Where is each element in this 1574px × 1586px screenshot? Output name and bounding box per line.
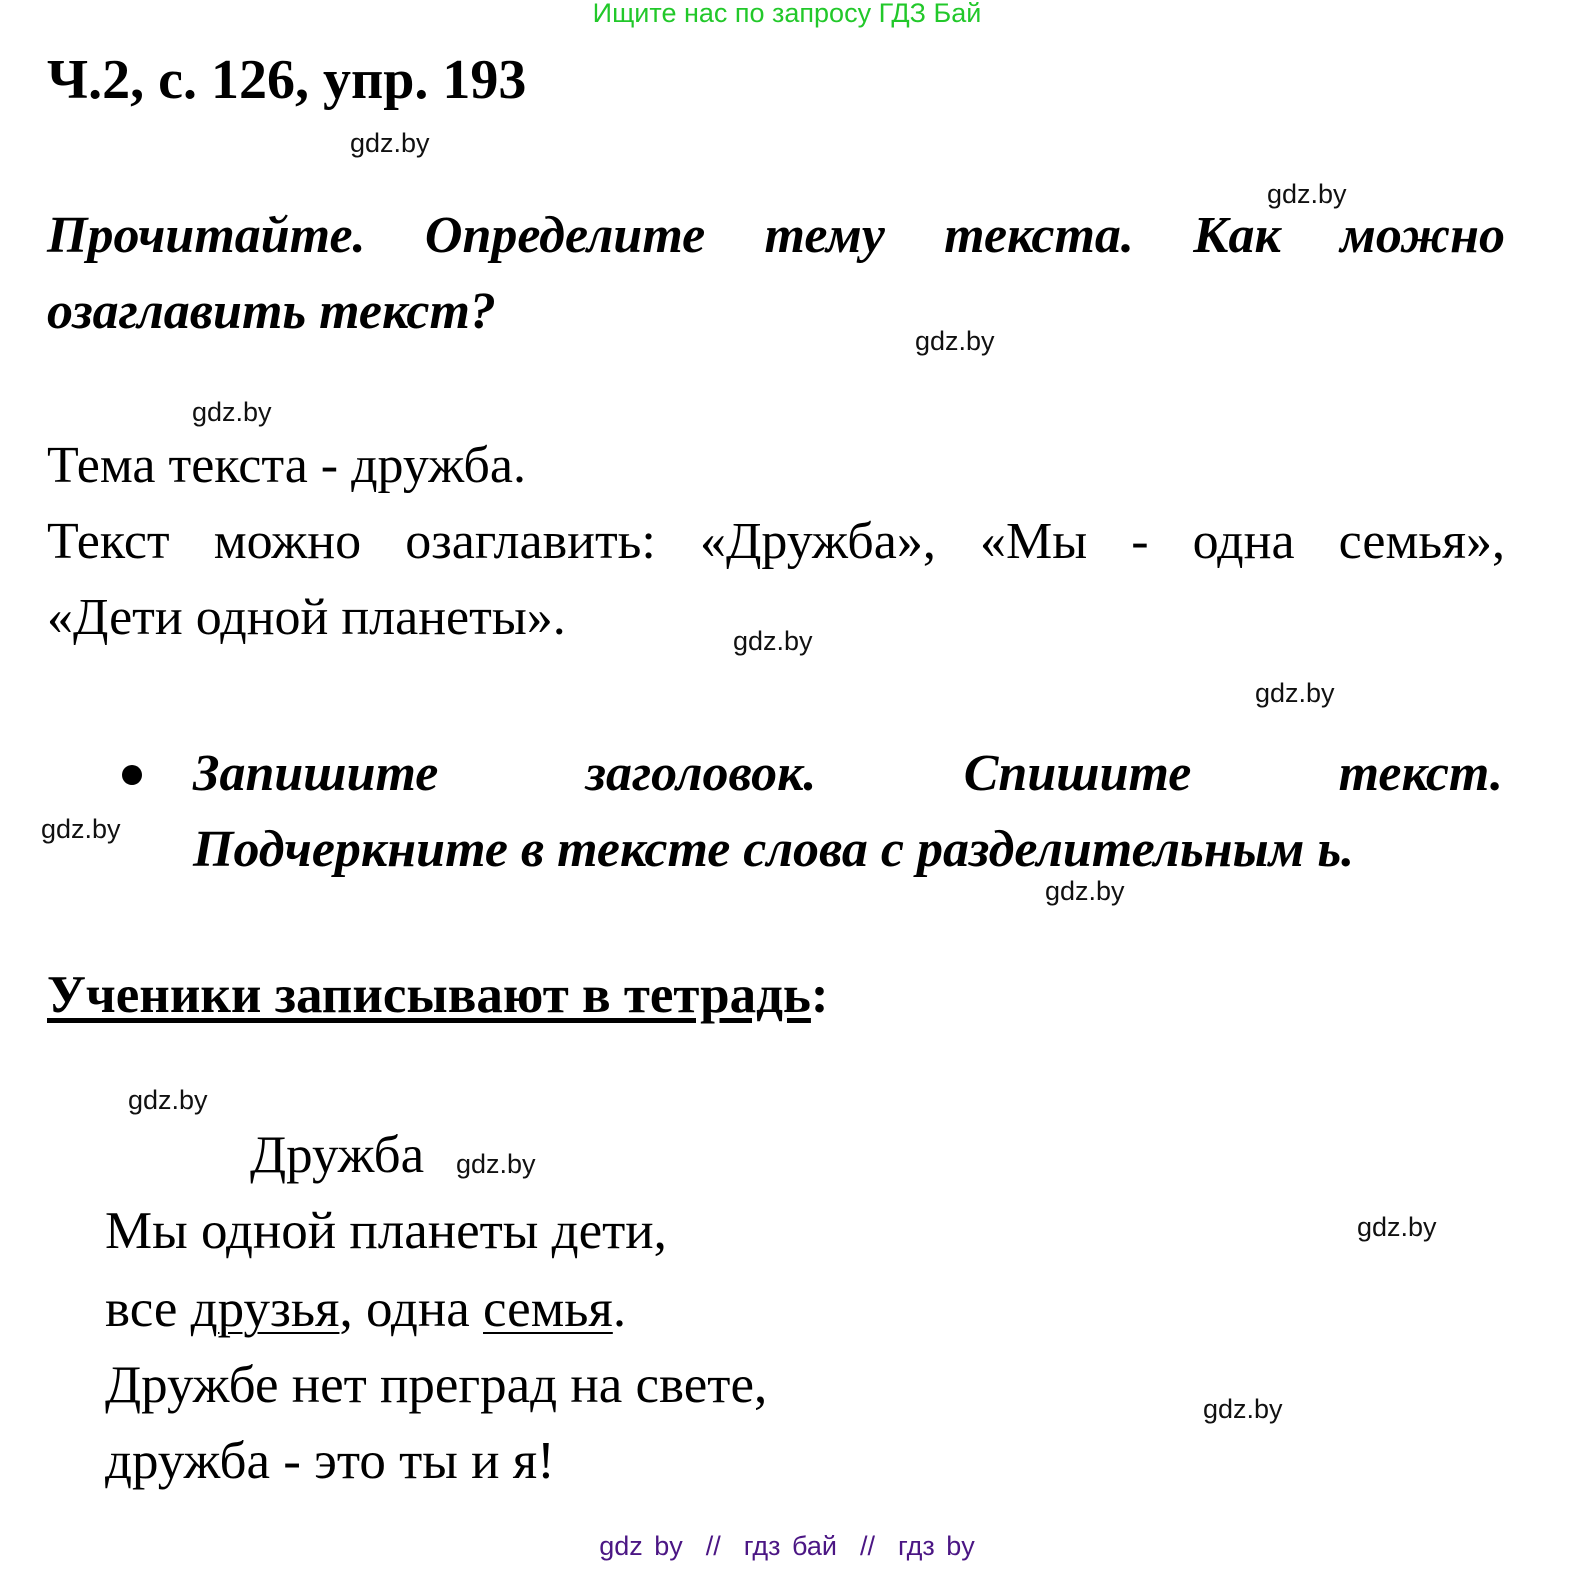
- watermark: gdz.by: [1255, 678, 1335, 708]
- task-line: Прочитайте. Определите тему текста. Как можно: [47, 207, 1505, 264]
- footer-watermark: gdz by // гдз бай // гдз by: [599, 1531, 975, 1561]
- page-title: Ч.2, с. 126, упр. 193: [47, 49, 527, 111]
- watermark: gdz.by: [350, 128, 430, 158]
- watermark: gdz.by: [1267, 179, 1347, 209]
- notebook-heading-text: Ученики записывают в тетрадь: [47, 966, 811, 1024]
- poem-text: все: [105, 1280, 191, 1338]
- watermark: gdz.by: [456, 1149, 536, 1179]
- promo-banner: Ищите нас по запросу ГДЗ Бай: [592, 0, 982, 28]
- underlined-word: семья: [483, 1280, 613, 1338]
- task-line: Запишите заголовок. Спишите текст.: [193, 745, 1503, 802]
- answer-line: Тема текста - дружба.: [47, 437, 526, 494]
- watermark: gdz.by: [733, 626, 813, 656]
- underlined-word: друзья: [190, 1280, 340, 1338]
- poem-line: дружба - это ты и я!: [105, 1432, 555, 1490]
- watermark: gdz.by: [1203, 1394, 1283, 1424]
- notebook-heading: [47, 965, 829, 1025]
- poem-line: Дружбе нет преград на свете,: [105, 1356, 768, 1414]
- poem-line: [105, 1279, 626, 1339]
- watermark: gdz.by: [192, 397, 272, 427]
- notebook-heading-colon: :: [810, 966, 829, 1024]
- watermark: gdz.by: [1045, 876, 1125, 906]
- task-line: Подчеркните в тексте слова с разделительным ь.: [193, 821, 1355, 878]
- watermark: gdz.by: [915, 326, 995, 356]
- watermark: gdz.by: [1357, 1212, 1437, 1242]
- poem-line: Мы одной планеты дети,: [105, 1202, 667, 1260]
- poem-title: Дружба: [250, 1126, 425, 1184]
- watermark: gdz.by: [128, 1085, 208, 1115]
- watermark: gdz.by: [41, 814, 121, 844]
- answer-line: «Дети одной планеты».: [47, 589, 566, 646]
- poem-text: , одна: [339, 1280, 484, 1338]
- task-line: озаглавить текст?: [47, 283, 496, 340]
- poem-text: .: [612, 1280, 627, 1338]
- answer-line: Текст можно озаглавить: «Дружба», «Мы - одна семья»,: [47, 513, 1505, 570]
- bullet-icon: [122, 765, 142, 785]
